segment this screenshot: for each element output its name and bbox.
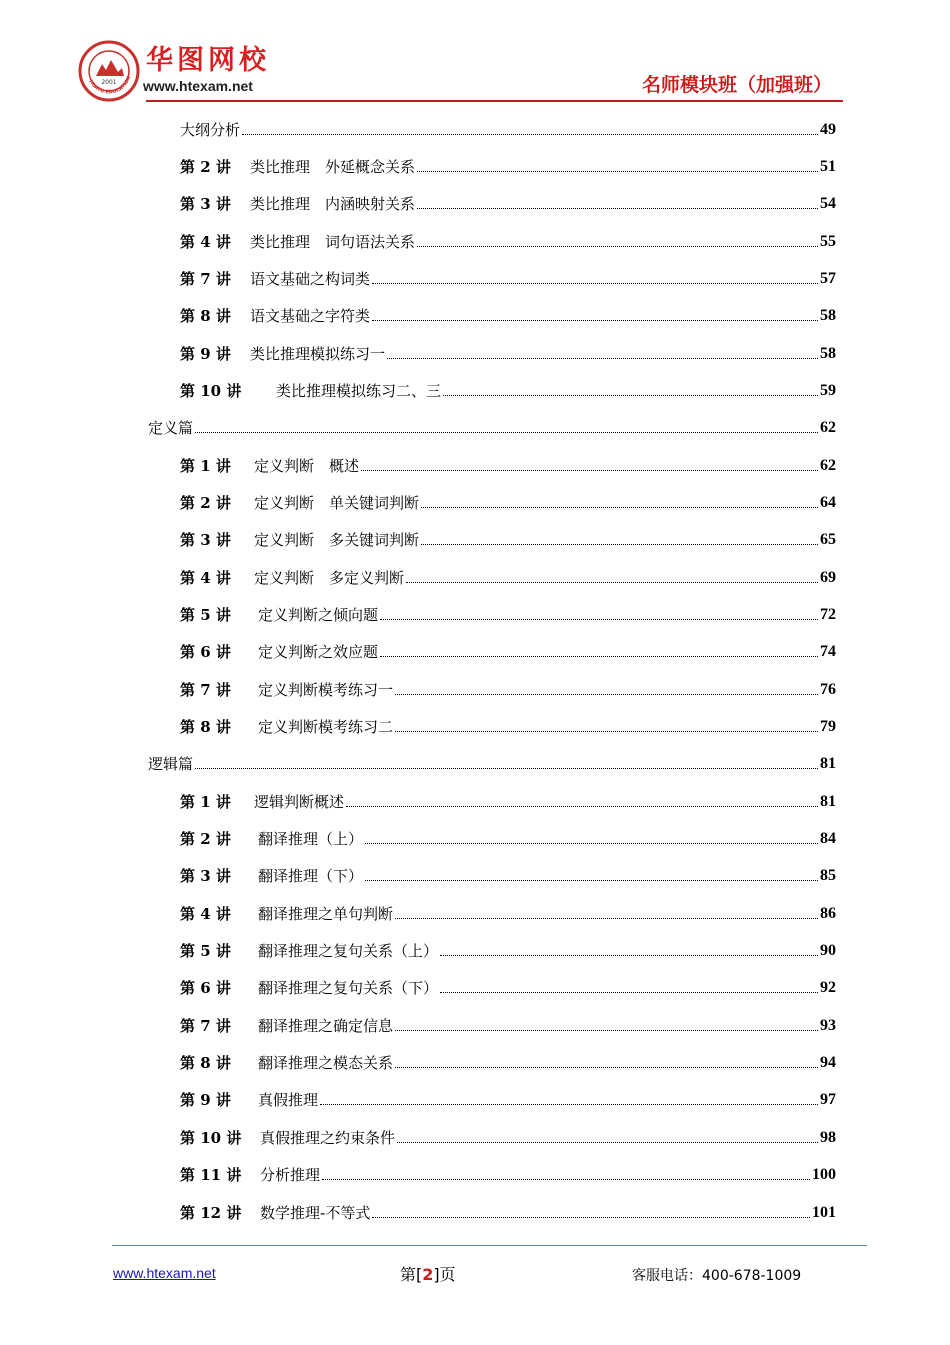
toc-title: 语文基础之构词类 [250,270,371,288]
toc-title: 语文基础之字符类 [250,307,371,325]
toc-page: 85 [820,867,836,884]
toc-lecture: 第 2 讲 [180,158,231,176]
toc-lecture: 第 7 讲 [180,270,231,288]
toc-row[interactable] [180,526,836,550]
toc-page: 98 [820,1129,836,1146]
toc-title: 类比推理模拟练习二、三 [276,382,442,400]
toc-leader [440,992,818,993]
footer-divider [112,1245,867,1246]
toc-page: 62 [820,419,836,436]
toc-lecture: 第 2 讲 [180,494,231,512]
seal-text: HUATU EDUCATION [87,75,133,96]
toc-title: 逻辑判断概述 [254,793,345,811]
toc-leader [406,582,818,583]
toc-page: 62 [820,457,836,474]
toc-page: 55 [820,233,836,250]
toc-title: 类比推理 外延概念关系 [250,158,416,176]
toc-page: 79 [820,718,836,735]
toc-lecture: 第 6 讲 [180,643,231,661]
toc-row[interactable] [180,862,836,886]
toc-page: 51 [820,158,836,175]
toc-page: 54 [820,195,836,212]
toc-row[interactable] [180,1086,836,1110]
toc-row[interactable] [180,713,836,737]
toc-title: 类比推理 内涵映射关系 [250,195,416,213]
toc-leader [372,320,818,321]
toc-row[interactable] [180,788,836,812]
toc-page: 58 [820,345,836,362]
toc-lecture: 第 8 讲 [180,307,231,325]
toc-lecture: 第 3 讲 [180,531,231,549]
toc-leader [440,955,818,956]
toc-title: 翻译推理之确定信息 [258,1017,394,1035]
class-title: 名师模块班（加强班） [641,74,832,96]
toc-title: 定义判断 多关键词判断 [254,531,420,549]
toc-row[interactable] [180,452,836,476]
page-number: 2 [422,1265,434,1284]
toc-leader [417,208,818,209]
toc-lecture: 第 4 讲 [180,569,231,587]
toc-row[interactable] [180,601,836,625]
toc-title: 真假推理 [258,1091,319,1109]
toc-title: 定义判断之倾向题 [258,606,379,624]
toc-page: 69 [820,569,836,586]
toc-page: 65 [820,531,836,548]
toc-lecture: 第 1 讲 [180,793,231,811]
toc-lecture: 第 2 讲 [180,830,231,848]
toc-page: 64 [820,494,836,511]
toc-title: 定义判断 概述 [254,457,360,475]
toc-title: 翻译推理之模态关系 [258,1054,394,1072]
toc-leader [195,432,818,433]
toc-page: 58 [820,307,836,324]
toc-lecture: 第 10 讲 [180,1129,242,1147]
toc-leader [397,1142,818,1143]
toc-page: 100 [812,1166,836,1183]
toc-leader [443,395,818,396]
toc-row[interactable] [148,750,836,774]
toc-title: 定义判断之效应题 [258,643,379,661]
toc-page: 97 [820,1091,836,1108]
toc-row[interactable] [180,564,836,588]
toc-page: 94 [820,1054,836,1071]
toc-page: 72 [820,606,836,623]
toc-row[interactable] [180,638,836,662]
toc-title: 分析推理 [260,1166,321,1184]
toc-page: 49 [820,121,836,138]
toc-row[interactable] [148,414,836,438]
toc-leader [387,358,818,359]
toc-lecture: 第 6 讲 [180,979,231,997]
toc-page: 76 [820,681,836,698]
toc-row[interactable] [180,825,836,849]
toc-row[interactable] [180,1124,836,1148]
toc-page: 101 [812,1204,836,1221]
footer-service-phone: 客服电话：400-678-1009 [632,1268,802,1284]
toc-title: 翻译推理（上） [258,830,364,848]
toc-lecture: 第 4 讲 [180,233,231,251]
toc-title: 翻译推理（下） [258,867,364,885]
toc-lecture: 第 9 讲 [180,345,231,363]
page-prefix: 第[ [400,1265,423,1284]
toc-title: 数学推理-不等式 [260,1204,371,1222]
toc-lecture: 第 3 讲 [180,867,231,885]
toc-leader [242,134,818,135]
toc-leader [417,171,818,172]
toc-lecture: 第 12 讲 [180,1204,242,1222]
toc-row[interactable] [180,1049,836,1073]
toc-title: 真假推理之约束条件 [260,1129,396,1147]
toc-leader [372,1217,810,1218]
toc-lecture: 第 4 讲 [180,905,231,923]
toc-section-title: 定义篇 [148,419,194,437]
toc-row[interactable] [180,937,836,961]
toc-page: 81 [820,793,836,810]
toc-leader [421,544,818,545]
toc-lecture: 第 1 讲 [180,457,231,475]
toc-page: 93 [820,1017,836,1034]
toc-leader [365,880,818,881]
toc-title: 大纲分析 [180,121,241,139]
toc-page: 90 [820,942,836,959]
toc-lecture: 第 5 讲 [180,606,231,624]
toc-leader [395,694,818,695]
toc-row[interactable] [180,153,836,177]
logo-text: 华图网校 [146,45,270,76]
toc-leader [372,283,818,284]
page-suffix: ]页 [433,1265,456,1284]
toc-lecture: 第 10 讲 [180,382,242,400]
toc-title: 翻译推理之复句关系（上） [258,942,439,960]
toc-page: 59 [820,382,836,399]
toc-leader [195,768,818,769]
toc-leader [320,1104,818,1105]
toc-row[interactable] [180,974,836,998]
toc-leader [346,806,818,807]
toc-leader [380,656,818,657]
toc-lecture: 第 11 讲 [180,1166,242,1184]
toc-title: 类比推理模拟练习一 [250,345,386,363]
seal-year: 2001 [101,79,117,86]
toc-row[interactable] [180,1199,836,1223]
toc-page: 57 [820,270,836,287]
toc-lecture: 第 9 讲 [180,1091,231,1109]
toc-title: 类比推理 词句语法关系 [250,233,416,251]
toc-row[interactable] [180,228,836,252]
toc-lecture: 第 7 讲 [180,681,231,699]
toc-row[interactable] [180,900,836,924]
toc-leader [365,843,818,844]
toc-leader [395,731,818,732]
toc-leader [395,1067,818,1068]
toc-leader [395,918,818,919]
toc-row[interactable] [180,489,836,513]
toc-leader [380,619,818,620]
toc-row[interactable] [180,1161,836,1185]
footer-page-number [400,1262,456,1285]
toc-row[interactable] [180,116,836,140]
toc-row[interactable] [180,340,836,364]
toc-row[interactable] [180,302,836,326]
toc-page: 86 [820,905,836,922]
toc-lecture: 第 7 讲 [180,1017,231,1035]
footer-url-link[interactable]: www.htexam.net [113,1265,216,1281]
toc-row[interactable] [180,676,836,700]
toc-lecture: 第 8 讲 [180,718,231,736]
toc-title: 定义判断模考练习二 [258,718,394,736]
toc-leader [395,1030,818,1031]
toc-title: 定义判断模考练习一 [258,681,394,699]
toc-title: 定义判断 多定义判断 [254,569,405,587]
toc-section-title: 逻辑篇 [148,755,194,773]
toc-title: 翻译推理之复句关系（下） [258,979,439,997]
toc-row[interactable] [180,1012,836,1036]
toc-leader [421,507,818,508]
toc-leader [361,470,818,471]
toc-row[interactable] [180,265,836,289]
logo-seal-icon [78,40,140,102]
toc-row[interactable] [180,377,836,401]
toc-leader [322,1179,810,1180]
toc-lecture: 第 5 讲 [180,942,231,960]
toc-lecture: 第 3 讲 [180,195,231,213]
toc-row[interactable] [180,190,836,214]
header-divider [146,100,843,102]
toc-lecture: 第 8 讲 [180,1054,231,1072]
toc-page: 74 [820,643,836,660]
toc-title: 翻译推理之单句判断 [258,905,394,923]
logo-url[interactable]: www.htexam.net [143,78,253,94]
toc-page: 92 [820,979,836,996]
toc-page: 84 [820,830,836,847]
toc-title: 定义判断 单关键词判断 [254,494,420,512]
toc-leader [417,246,818,247]
toc-page: 81 [820,755,836,772]
